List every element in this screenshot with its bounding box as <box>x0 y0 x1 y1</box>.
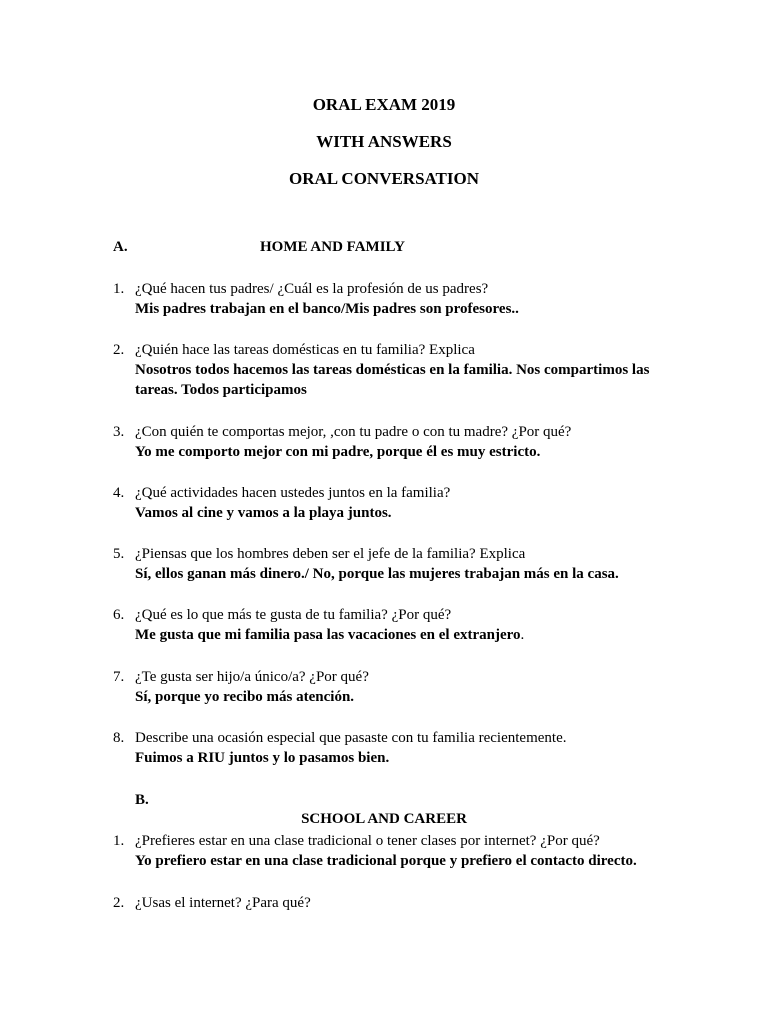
question-text: ¿Qué actividades hacen ustedes juntos en la familia? <box>135 485 451 501</box>
answer-text: Yo me comporto mejor con mi padre, porque él es muy estricto. <box>135 444 541 460</box>
answer-text: Vamos al cine y vamos a la playa juntos. <box>135 505 392 521</box>
question-text: ¿Qué hacen tus padres/ ¿Cuál es la profesión de us padres? <box>135 281 489 297</box>
section-b-heading: SCHOOL AND CAREER <box>301 811 467 827</box>
question-text: Describe una ocasión especial que pasaste con tu familia recientemente. <box>135 730 567 746</box>
answer-text: Me gusta que mi familia pasa las vacaciones en el extranjero. <box>135 627 525 643</box>
question-number: 5. <box>113 546 125 562</box>
question-number: 4. <box>113 485 125 501</box>
question-text: ¿Qué es lo que más te gusta de tu familia? ¿Por qué? <box>135 607 452 623</box>
answer-text: Sí, porque yo recibo más atención. <box>135 689 355 705</box>
answer-text: Mis padres trabajan en el banco/Mis padres son profesores.. <box>135 301 519 317</box>
question-number: 3. <box>113 424 125 440</box>
answer-text: Nosotros todos hacemos las tareas domésticas en la familia. Nos compartimos las tareas. Todos participamos <box>135 362 650 398</box>
section-b-letter: B. <box>135 792 149 808</box>
exam-title: ORAL EXAM 2019 <box>312 95 456 114</box>
question-text: ¿Piensas que los hombres deben ser el jefe de la familia? Explica <box>135 546 526 562</box>
question-text: ¿Prefieres estar en una clase tradicional o tener clases por internet? ¿Por qué? <box>135 833 600 849</box>
answer-text: Sí, ellos ganan más dinero./ No, porque las mujeres trabajan más en la casa. <box>135 566 619 582</box>
question-number: 1. <box>113 833 125 849</box>
exam-section-title: ORAL CONVERSATION <box>288 169 480 188</box>
question-number: 2. <box>113 895 125 911</box>
question-text: ¿Con quién te comportas mejor, ,con tu padre o con tu madre? ¿Por qué? <box>135 424 572 440</box>
question-number: 8. <box>113 730 125 746</box>
question-number: 6. <box>113 607 125 623</box>
answer-text: Yo prefiero estar en una clase tradicional porque y prefiero el contacto directo. <box>135 853 637 869</box>
question-number: 1. <box>113 281 125 297</box>
question-text: ¿Te gusta ser hijo/a único/a? ¿Por qué? <box>135 669 369 685</box>
exam-subtitle: WITH ANSWERS <box>316 132 452 151</box>
question-text: ¿Usas el internet? ¿Para qué? <box>135 895 311 911</box>
question-number: 7. <box>113 669 125 685</box>
section-a-heading: HOME AND FAMILY <box>260 239 406 255</box>
answer-text: Fuimos a RIU juntos y lo pasamos bien. <box>135 750 390 766</box>
question-number: 2. <box>113 342 125 358</box>
question-text: ¿Quién hace las tareas domésticas en tu familia? Explica <box>135 342 475 358</box>
section-a-letter: A. <box>113 239 128 255</box>
